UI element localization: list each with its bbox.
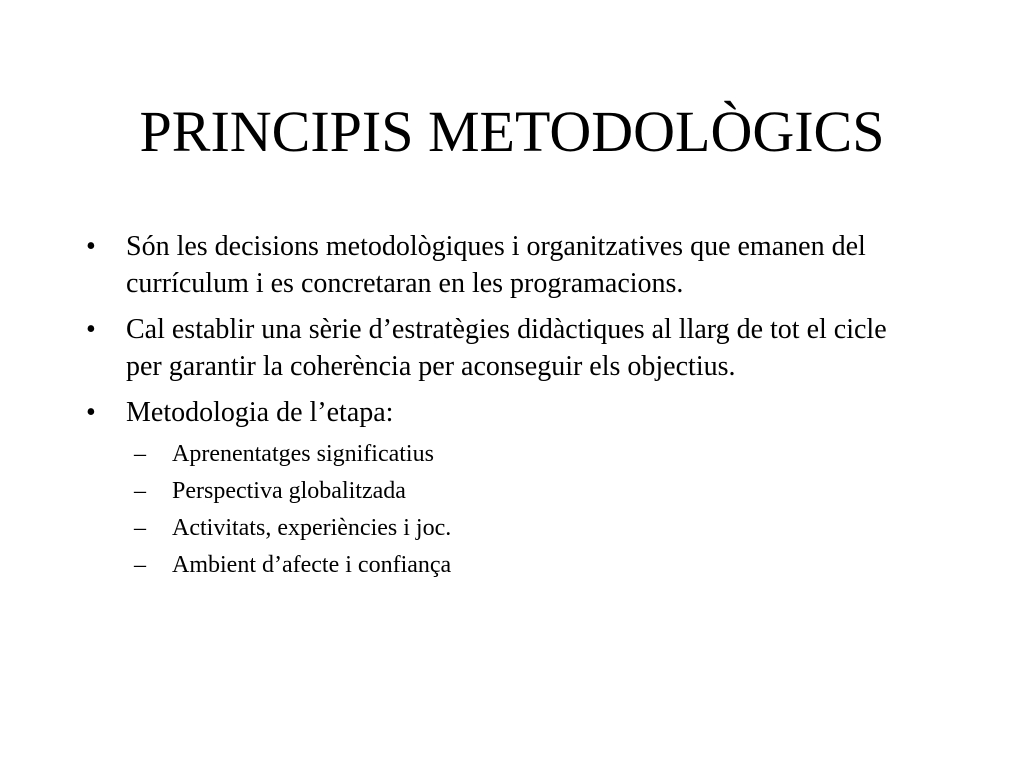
dash-icon: – <box>134 515 146 541</box>
dash-icon: – <box>134 441 146 467</box>
sub-bullet-item <box>128 436 924 473</box>
bullet-item <box>84 228 924 302</box>
bullet-icon: • <box>86 397 96 428</box>
dash-icon: – <box>134 552 146 578</box>
bullet-item <box>84 394 924 431</box>
bullet-icon: • <box>86 231 96 262</box>
sub-bullet-item <box>128 473 924 510</box>
sub-bullet-text: Ambient d’afecte i confiança <box>172 552 452 578</box>
bullet-item <box>84 311 924 385</box>
bullet-list <box>84 228 924 584</box>
sub-bullet-item <box>128 547 924 584</box>
slide-title: PRINCIPIS METODOLÒGICS <box>139 99 885 164</box>
sub-bullet-list <box>84 436 924 584</box>
dash-icon: – <box>134 478 146 504</box>
bullet-text: Metodologia de l’etapa: <box>126 397 394 428</box>
sub-bullet-text: Activitats, experiències i joc. <box>172 515 452 541</box>
sub-bullet-text: Aprenentatges significatius <box>172 441 434 467</box>
bullet-text: Cal establir una sèrie d’estratègies didàctiques al llarg de tot el cicle per garantir la coherència per aconseguir els objectius. <box>126 314 887 382</box>
bullet-icon: • <box>86 314 96 345</box>
sub-bullet-text: Perspectiva globalitzada <box>172 478 406 504</box>
bullet-text: Són les decisions metodològiques i organitzatives que emanen del currículum i es concretaran en les programacions. <box>126 231 866 299</box>
sub-bullet-item <box>128 510 924 547</box>
